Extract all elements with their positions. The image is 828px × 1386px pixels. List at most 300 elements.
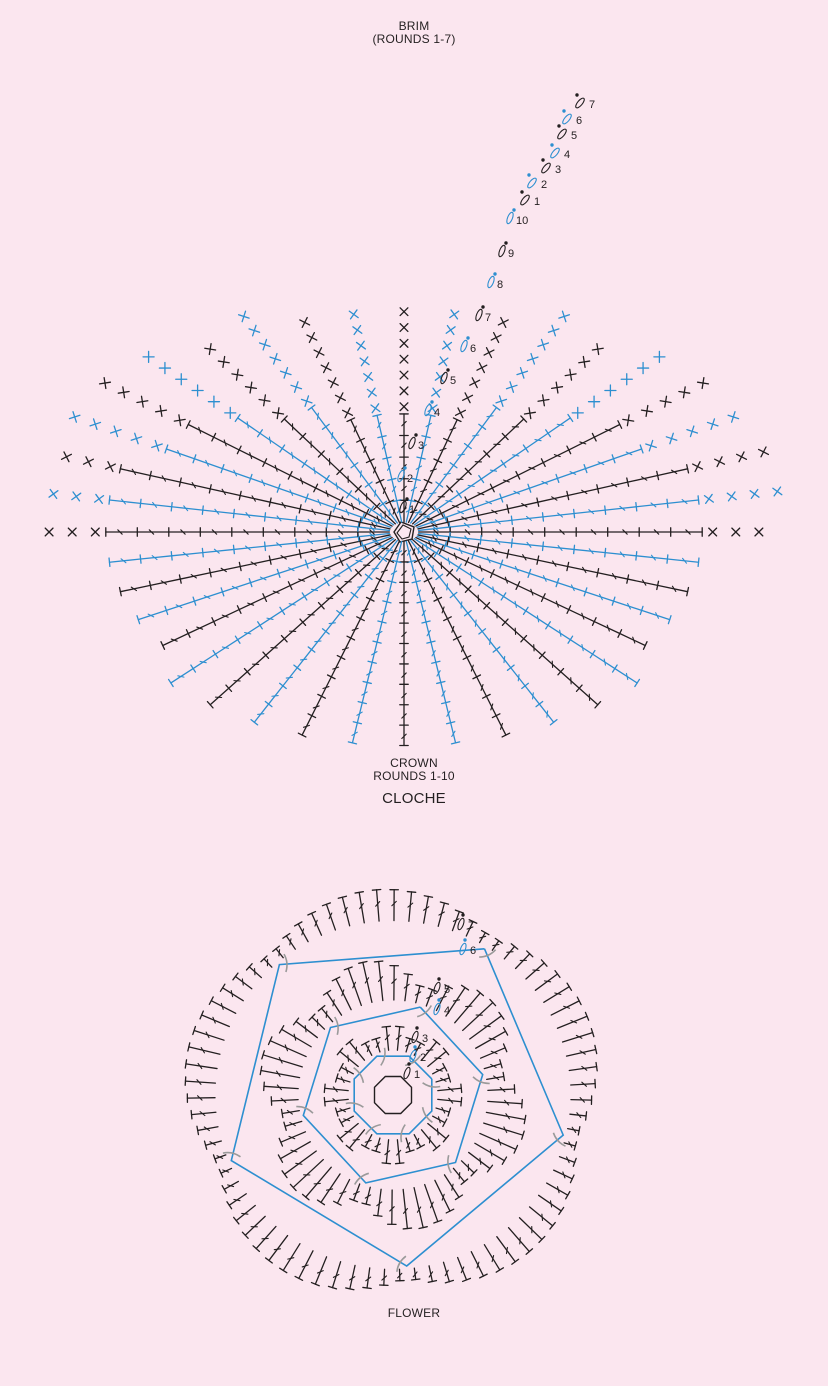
stitch-top-bar [502,1157,506,1164]
double-crochet-stitch [194,459,222,469]
double-crochet-stitch [281,1132,306,1142]
double-crochet-stitch [321,454,340,471]
stitch-yarn-over-mark [484,1026,490,1027]
stitch-yarn-over-mark [301,659,307,660]
double-crochet-stitch [326,613,340,631]
round-start-chain [460,340,469,353]
stitch-top-bar [197,1126,198,1134]
double-crochet-stitch [598,482,628,489]
double-crochet-stitch [254,704,268,722]
stitch-top-bar [687,465,689,473]
single-crochet-stitch [84,459,94,464]
stitch-yarn-over-mark [448,558,449,564]
double-crochet-stitch [330,541,360,547]
double-crochet-stitch [538,496,568,503]
stitch-yarn-over-mark [438,1129,439,1135]
stitch-yarn-over-mark [458,454,464,455]
stitch-yarn-over-mark [294,1034,296,1040]
slip-stitch-dot [437,998,440,1001]
single-crochet-stitch [95,496,104,502]
double-crochet-stitch [163,634,188,646]
double-crochet-stitch [444,1262,450,1281]
double-crochet-stitch [351,619,361,638]
stitch-top-bar [109,558,110,566]
flower-round-number-3: 3 [422,1033,429,1045]
double-crochet-stitch [492,475,517,488]
stitch-top-bar [324,1084,325,1092]
single-crochet-stitch [273,412,284,414]
single-crochet-stitch [543,395,545,406]
stitch-yarn-over-mark [242,1213,248,1214]
chain-loop-round [231,949,563,1266]
slip-stitch-dot [466,336,469,339]
double-crochet-stitch [658,469,688,476]
double-crochet-stitch [202,1015,230,1027]
flower-round-number-5: 5 [444,984,451,996]
stitch-yarn-over-mark [333,1000,334,1006]
double-crochet-stitch [447,619,457,638]
double-crochet-stitch [446,703,451,723]
double-crochet-stitch [425,1185,438,1222]
single-crochet-stitch [487,348,492,358]
double-crochet-stitch [214,610,239,622]
double-crochet-stitch [544,987,569,1003]
double-crochet-stitch [518,586,543,598]
double-crochet-stitch [481,1048,506,1058]
double-crochet-stitch [484,1245,499,1270]
double-crochet-stitch [475,1143,505,1160]
single-crochet-stitch [472,378,477,388]
single-crochet-stitch [100,382,111,384]
brim-round-number-5: 5 [571,130,578,142]
double-crochet-stitch [539,1195,562,1211]
double-crochet-stitch [421,602,426,622]
crown-round-number-9: 9 [508,248,515,260]
stitch-top-bar [524,1115,526,1123]
stitch-top-bar [266,1258,273,1263]
stitch-yarn-over-mark [274,1249,280,1250]
single-crochet-stitch [349,311,358,317]
stitch-yarn-over-mark [245,633,251,634]
single-crochet-stitch [300,320,310,325]
double-crochet-stitch [478,509,508,516]
single-crochet-stitch [371,405,380,411]
double-crochet-stitch [312,408,326,427]
stitch-yarn-over-mark [427,1050,433,1051]
round-start-chain [549,147,560,159]
stitch-yarn-over-mark [507,952,513,953]
stitch-yarn-over-mark [535,440,541,441]
stitch-yarn-over-mark [222,647,228,648]
single-crochet-stitch [205,348,216,350]
slip-stitch-dot [562,109,565,112]
double-crochet-stitch [503,449,525,464]
double-crochet-stitch [451,723,456,743]
double-crochet-stitch [322,677,332,696]
stitch-yarn-over-mark [547,711,548,717]
double-crochet-stitch [284,622,303,639]
stitch-yarn-over-mark [480,1158,481,1164]
double-crochet-stitch [551,1001,579,1015]
brim-rounds-label: (ROUNDS 1-7) [372,32,456,46]
stitch-yarn-over-mark [444,473,450,474]
stitch-top-bar [363,1287,371,1288]
double-crochet-stitch [569,437,594,450]
double-crochet-stitch [382,437,387,458]
double-crochet-stitch [467,562,492,574]
single-crochet-stitch [62,454,72,459]
double-crochet-stitch [290,475,315,488]
double-crochet-stitch [223,583,251,592]
double-crochet-stitch [543,450,568,463]
double-crochet-stitch [435,1180,450,1211]
double-crochet-stitch [439,577,453,595]
single-crochet-stitch [218,361,229,363]
double-crochet-stitch [468,589,487,606]
stitch-top-bar [596,1062,597,1070]
crown-round-number-4: 4 [434,407,441,419]
stitch-yarn-over-mark [493,944,499,945]
crown-round-number-3: 3 [418,440,425,452]
stitch-top-bar [280,1268,287,1272]
crown-round-number-10: 10 [516,215,529,227]
stitch-yarn-over-mark [533,693,534,699]
double-crochet-stitch [150,579,180,585]
double-crochet-stitch [593,654,615,668]
slip-stitch-dot [481,305,484,308]
stitch-top-bar [324,1098,325,1106]
double-crochet-stitch [548,625,570,639]
stitch-yarn-over-mark [490,1150,492,1156]
slip-stitch-dot [413,1045,416,1048]
single-crochet-stitch [702,378,704,389]
stitch-yarn-over-mark [415,512,421,513]
stitch-yarn-over-mark [490,470,496,471]
double-crochet-stitch [206,1141,222,1145]
stitch-yarn-over-mark [381,513,382,519]
double-crochet-stitch [283,1244,300,1271]
double-crochet-stitch [642,610,670,619]
stitch-top-bar [339,1119,343,1126]
double-crochet-stitch [450,573,469,590]
stitch-yarn-over-mark [446,501,452,502]
double-crochet-stitch [351,420,361,441]
stitch-top-bar [372,889,380,890]
double-crochet-stitch [480,1133,516,1149]
double-crochet-stitch [458,1258,467,1280]
double-crochet-stitch [194,592,222,601]
slip-stitch-dot [463,938,466,941]
double-crochet-stitch [215,640,237,654]
single-crochet-stitch [728,492,734,501]
stitch-yarn-over-mark [272,696,278,697]
double-crochet-stitch [265,586,290,598]
single-crochet-stitch [343,410,353,415]
double-crochet-stitch [501,488,529,498]
double-crochet-stitch [337,1180,349,1204]
single-crochet-stitch [479,363,484,373]
stitch-top-bar [396,1163,404,1164]
stitch-yarn-over-mark [493,587,494,593]
stitch-yarn-over-mark [560,630,561,636]
double-crochet-stitch [526,433,548,448]
stitch-top-bar [586,1112,587,1120]
crown-rounds-label: ROUNDS 1-10 [373,769,455,783]
double-crochet-stitch [340,595,354,613]
double-crochet-stitch [238,625,260,639]
stitch-top-bar [550,720,557,725]
double-crochet-stitch [496,716,506,735]
double-crochet-stitch [363,962,372,1002]
double-crochet-stitch [614,449,642,459]
double-crochet-stitch [467,657,477,676]
stitch-top-bar [251,720,258,725]
double-crochet-stitch [235,976,251,988]
foundation-ring [375,1077,412,1114]
double-crochet-stitch [180,573,210,579]
double-crochet-stitch [526,963,544,979]
stitch-top-bar [382,1163,390,1164]
stitch-yarn-over-mark [359,498,360,504]
stitch-yarn-over-mark [513,455,519,456]
double-crochet-stitch [340,446,354,465]
single-crochet-stitch [357,342,366,348]
single-crochet-stitch [447,326,453,335]
double-crochet-stitch [188,622,213,634]
stitch-top-bar [461,1084,462,1092]
round-start-chain [408,437,417,450]
stitch-top-bar [362,1145,369,1149]
stitch-yarn-over-mark [332,432,333,438]
stitch-top-bar [382,1026,390,1027]
stitch-top-bar [185,1077,186,1085]
double-crochet-stitch [370,580,380,599]
single-crochet-stitch [49,491,58,497]
double-crochet-stitch [486,696,496,715]
double-crochet-stitch [468,454,487,471]
double-crochet-stitch [251,573,279,582]
stitch-yarn-over-mark [490,638,491,644]
stitch-yarn-over-mark [453,1000,459,1001]
stitch-top-bar [443,1119,447,1126]
stitch-top-bar [295,922,302,926]
double-crochet-stitch [554,1170,573,1179]
stitch-yarn-over-mark [200,661,206,662]
double-crochet-stitch [505,419,524,436]
stitch-yarn-over-mark [345,1131,351,1132]
double-crochet-stitch [543,598,568,610]
stitch-yarn-over-mark [386,550,392,551]
stitch-yarn-over-mark [518,675,519,681]
stitch-yarn-over-mark [544,981,550,982]
single-crochet-stitch [444,341,450,350]
double-crochet-stitch [511,668,525,686]
stitch-yarn-over-mark [267,618,273,619]
single-crochet-stitch [761,447,766,457]
double-crochet-stitch [263,1055,302,1067]
double-crochet-stitch [354,465,368,484]
stitch-top-bar [278,1155,282,1162]
stitch-top-bar [374,1215,382,1216]
stitch-yarn-over-mark [389,509,390,515]
stitch-top-bar [355,892,363,893]
double-crochet-stitch [303,606,322,623]
double-crochet-stitch [454,595,468,613]
brim-round-number-7: 7 [589,99,596,111]
round-start-chain [498,245,507,258]
stitch-top-bar [698,558,699,566]
single-crochet-stitch [137,401,148,403]
stitch-yarn-over-mark [327,1189,333,1190]
double-crochet-stitch [620,634,645,646]
double-crochet-stitch [270,1041,306,1057]
round-start-chain [440,372,449,385]
double-crochet-stitch [282,449,304,464]
stitch-top-bar [407,892,415,893]
double-crochet-stitch [354,577,368,595]
double-crochet-stitch [331,657,341,676]
double-crochet-stitch [380,560,390,579]
double-crochet-stitch [361,440,371,461]
single-crochet-stitch [307,335,317,340]
stitch-yarn-over-mark [582,645,583,651]
single-crochet-stitch [627,415,629,426]
double-crochet-stitch [504,946,514,958]
single-crochet-stitch [321,365,331,370]
double-crochet-stitch [454,446,468,465]
stitch-top-bar [282,1171,287,1178]
double-crochet-stitch [312,913,322,935]
double-crochet-stitch [341,638,351,657]
stitch-yarn-over-mark [288,1258,294,1259]
single-crochet-stitch [556,382,558,393]
stitch-yarn-over-mark [506,1247,507,1253]
stitch-top-bar [227,1202,232,1209]
double-crochet-stitch [579,688,598,705]
double-crochet-stitch [503,596,525,610]
stitch-top-bar [403,1228,411,1229]
double-crochet-stitch [240,560,270,566]
double-crochet-stitch [436,662,441,682]
double-crochet-stitch [392,479,397,500]
stitch-top-bar [493,405,500,410]
stitch-yarn-over-mark [372,568,378,569]
stitch-yarn-over-mark [258,714,264,715]
double-crochet-stitch [519,1218,541,1240]
double-crochet-stitch [418,560,428,579]
single-crochet-stitch [695,462,700,472]
double-crochet-stitch [300,548,330,554]
stitch-yarn-over-mark [471,572,472,578]
stitch-yarn-over-mark [459,1173,460,1179]
single-crochet-stitch [174,419,185,421]
stitch-yarn-over-mark [314,468,315,474]
stitch-top-bar [512,1259,519,1264]
stitch-top-bar [455,1195,462,1200]
double-crochet-stitch [279,488,307,498]
double-crochet-stitch [467,488,492,501]
crown-round-number-1: 1 [409,504,416,516]
double-crochet-stitch [340,471,359,488]
stitch-top-bar [568,414,573,421]
slip-stitch-dot [520,190,523,193]
stitch-top-bar [495,938,502,943]
double-crochet-stitch [539,704,553,722]
stitch-top-bar [339,1064,343,1071]
double-crochet-stitch [269,686,283,704]
round-start-chain [459,943,468,956]
flower-diagram [185,889,597,1289]
double-crochet-stitch [297,650,311,668]
round-start-chain [475,309,484,322]
slip-stitch-dot [557,124,560,127]
double-crochet-stitch [247,655,266,672]
stitch-top-bar [461,1098,462,1106]
double-crochet-stitch [336,979,351,1010]
double-crochet-stitch [312,1017,325,1029]
double-crochet-stitch [482,631,496,649]
stitch-top-bar [279,1026,283,1033]
stitch-yarn-over-mark [430,493,436,494]
brim-title: BRIM [398,19,430,33]
single-crochet-stitch [583,356,585,367]
round-start-chain [506,212,515,225]
round-start-chain [561,113,572,125]
double-crochet-stitch [166,601,194,610]
double-crochet-stitch [547,1183,568,1195]
stitch-yarn-over-mark [290,939,291,945]
crown-round-number-5: 5 [450,375,457,387]
double-crochet-stitch [416,582,421,602]
single-crochet-stitch [118,391,129,393]
single-crochet-stitch [706,494,712,503]
double-crochet-stitch [194,1030,224,1040]
stitch-top-bar [595,1045,597,1053]
double-crochet-stitch [505,622,524,639]
slip-stitch-dot [430,400,433,403]
single-crochet-stitch [570,369,572,380]
stitch-top-bar [222,1186,226,1193]
stitch-yarn-over-mark [358,586,364,587]
stitch-top-bar [496,1268,503,1272]
double-crochet-stitch [567,1050,596,1057]
cloche-title: CLOCHE [382,790,446,807]
round-start-chain [403,1067,412,1080]
slip-stitch-dot [415,1026,418,1029]
double-crochet-stitch [340,573,359,590]
single-crochet-stitch [353,327,362,333]
stitch-yarn-over-mark [555,993,561,994]
double-crochet-stitch [223,988,244,1001]
stitch-top-bar [346,1288,354,1290]
double-crochet-stitch [305,464,327,479]
stitch-yarn-over-mark [492,1256,493,1262]
flower-round-number-1: 1 [414,1069,421,1081]
slip-stitch-dot [403,466,406,469]
single-crochet-stitch [336,395,346,400]
double-crochet-stitch [166,449,194,459]
double-crochet-stitch [418,481,428,502]
double-crochet-stitch [188,425,213,438]
double-crochet-stitch [457,638,467,657]
double-crochet-stitch [563,1033,593,1042]
join-arrow [479,950,495,957]
slip-stitch-dot [504,241,507,244]
stitch-top-bar [317,1200,324,1205]
double-crochet-stitch [438,440,448,461]
double-crochet-stitch [428,580,438,599]
single-crochet-stitch [246,387,257,389]
